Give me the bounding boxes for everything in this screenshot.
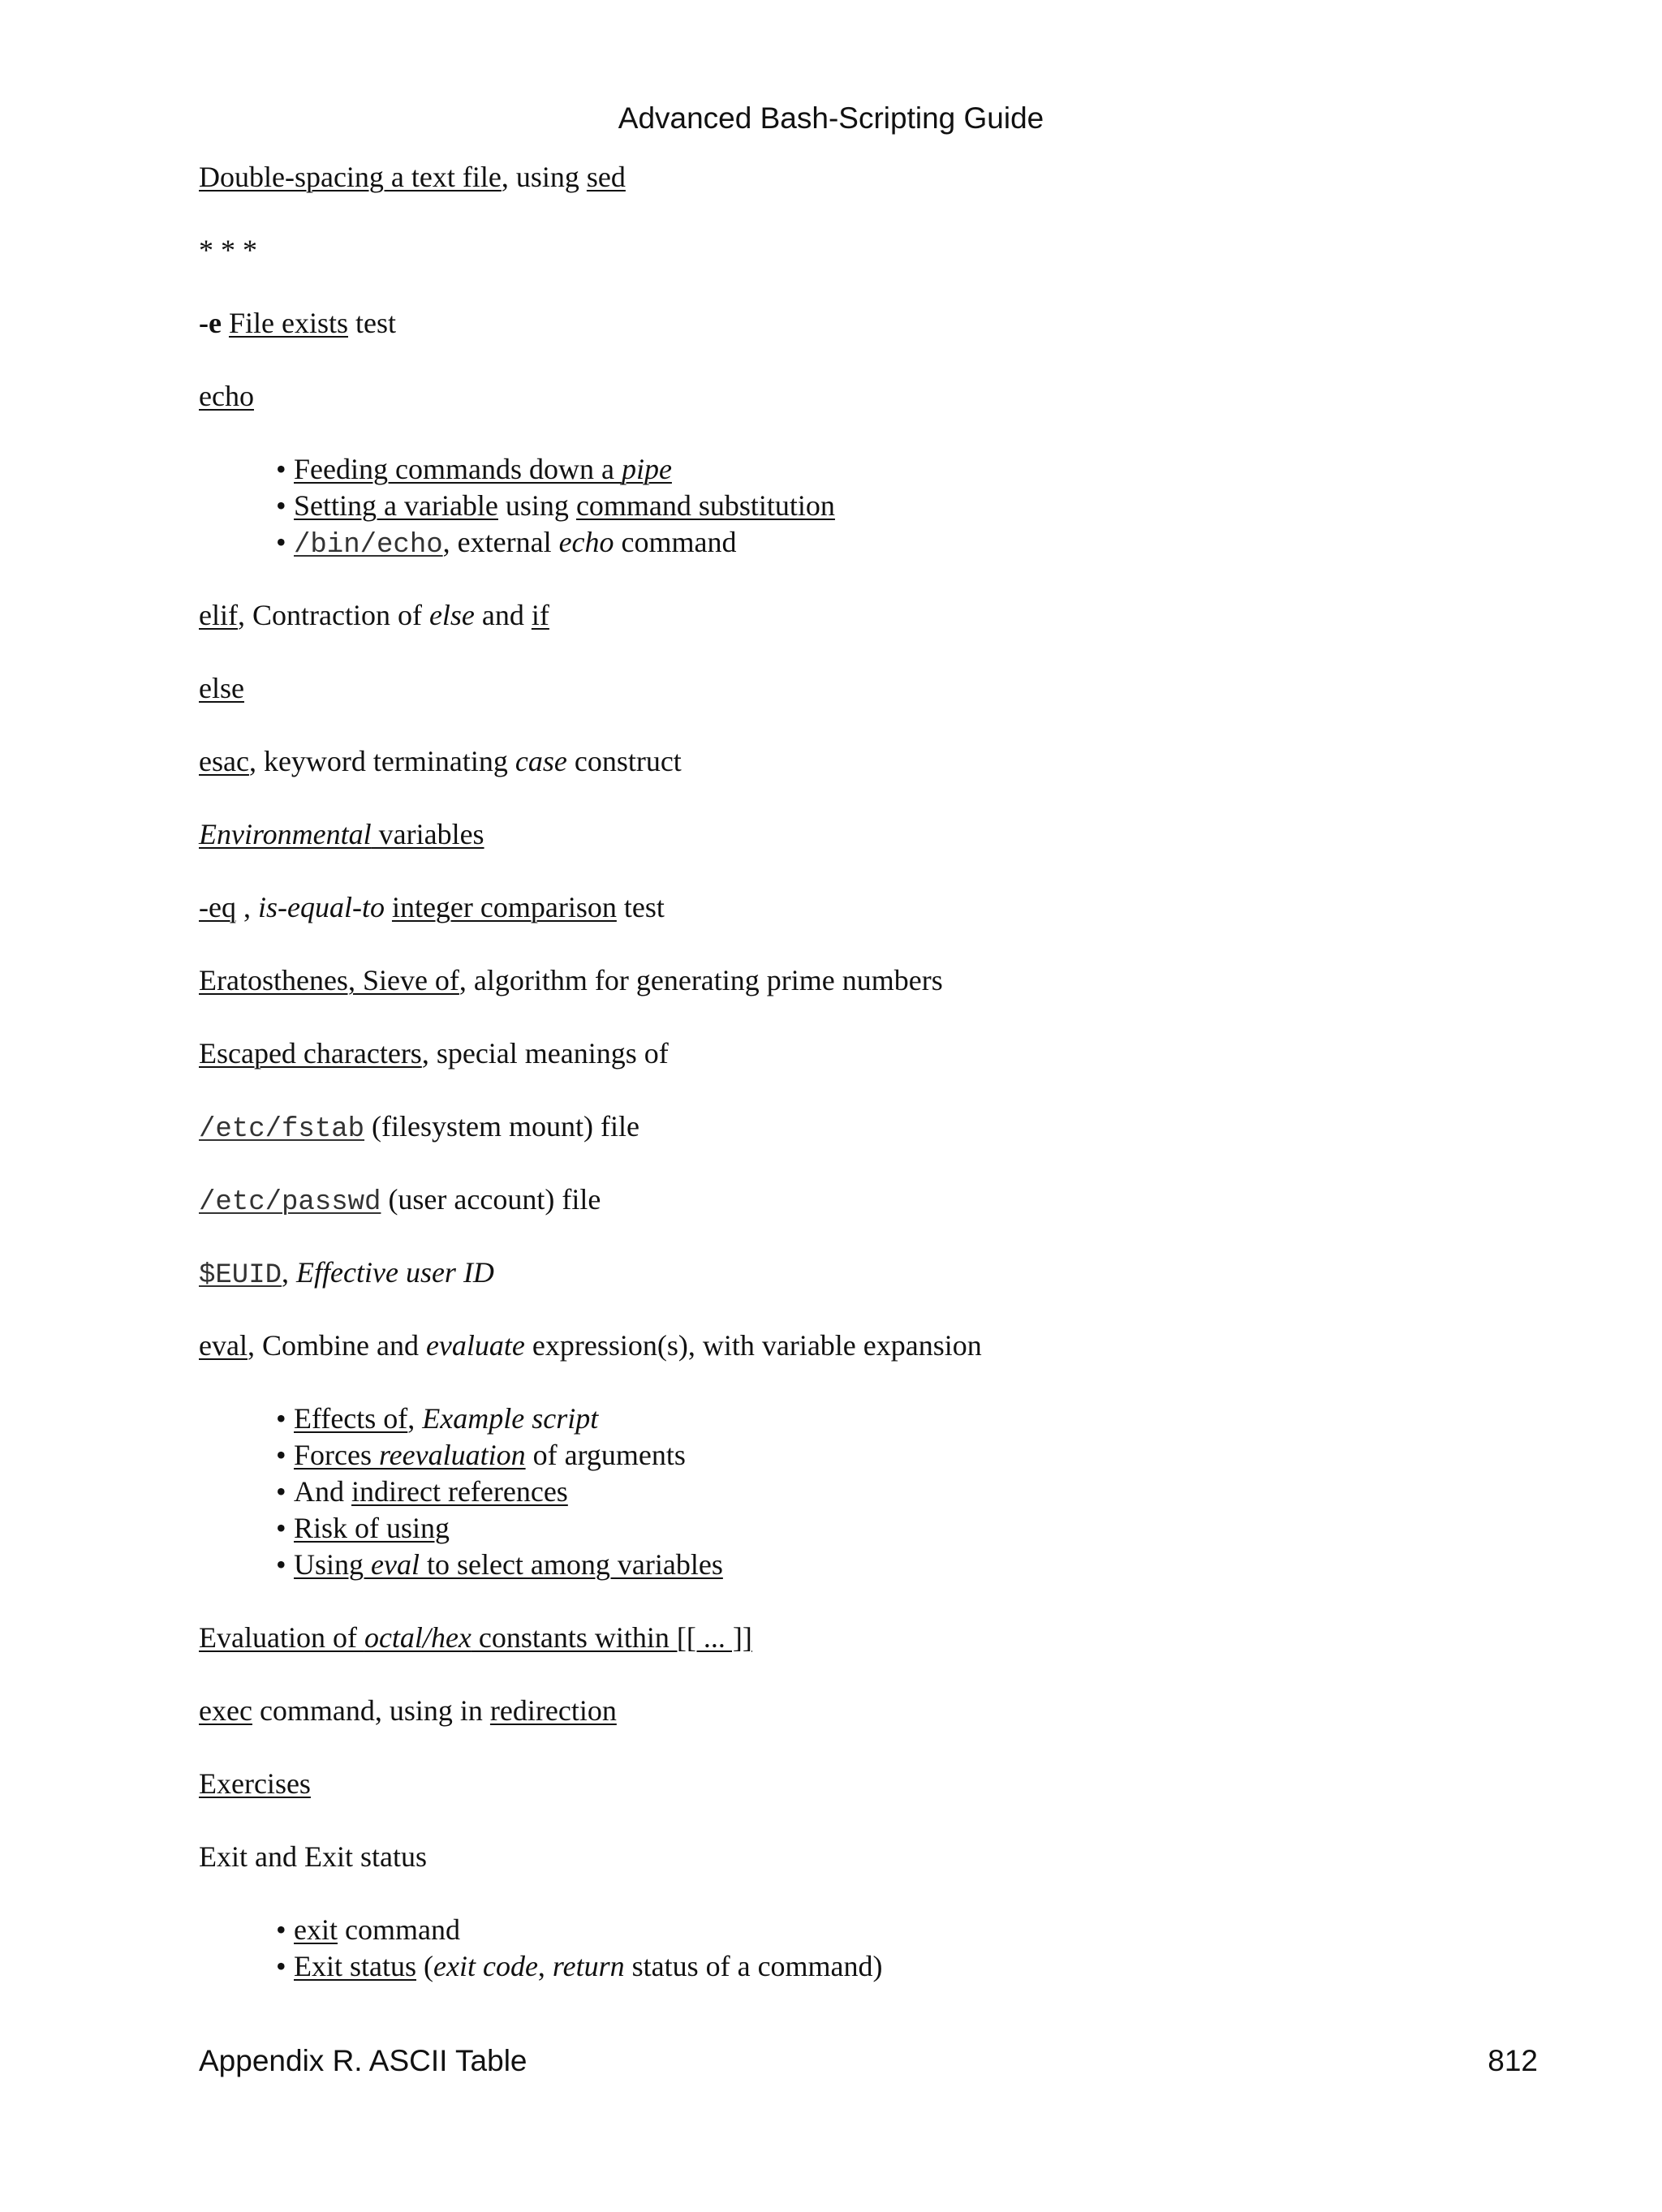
link-effects-of[interactable]: Effects of — [294, 1402, 408, 1435]
link-using-eval[interactable]: Using eval to select among variables — [294, 1548, 723, 1581]
list-item: • exit command — [276, 1913, 460, 1946]
link-environmental-variables[interactable]: Environmental variables — [199, 818, 484, 850]
echo-sublist — [199, 451, 1538, 561]
link-exit-status[interactable]: Exit status — [294, 1950, 416, 1982]
link-bin-echo[interactable]: /bin/echo — [294, 530, 443, 561]
list-item: • Setting a variable using command substitution — [276, 489, 835, 522]
index-entry-eq: -eq , is-equal-to integer comparison test — [199, 891, 665, 923]
list-item: • And indirect references — [276, 1475, 568, 1508]
link-exercises[interactable]: Exercises — [199, 1767, 311, 1800]
link-command-substitution[interactable]: command substitution — [575, 489, 835, 522]
link-euid[interactable]: $EUID — [199, 1260, 282, 1291]
index-entry-escaped: Escaped characters, special meanings of — [199, 1037, 669, 1069]
index-entry-fstab: /etc/fstab (filesystem mount) file — [199, 1110, 639, 1145]
index-entry-echo — [199, 378, 1538, 451]
link-feeding-commands[interactable]: Feeding commands down a pipe — [294, 453, 672, 485]
link-forces-reevaluation[interactable]: Forces reevaluation — [294, 1439, 526, 1471]
link-exec[interactable]: exec — [199, 1694, 252, 1727]
link-risk-of-using[interactable]: Risk of using — [294, 1512, 450, 1544]
list-item: • Using eval to select among variables — [276, 1548, 723, 1581]
link-integer-comparison[interactable]: integer comparison — [391, 891, 617, 923]
link-elif[interactable]: elif — [199, 599, 238, 631]
index-entry-elif: elif, Contraction of else and if — [199, 599, 549, 631]
index-entry-exit: Exit and Exit status — [199, 1840, 427, 1873]
link-double-spacing[interactable]: Double-spacing a text file — [199, 161, 502, 193]
exit-sublist — [199, 1912, 1538, 1985]
index-content — [199, 159, 1538, 2021]
index-entry-environmental — [199, 816, 1538, 889]
link-evaluation-octal-hex[interactable]: Evaluation of octal/hex constants within [[ ... ]] — [199, 1621, 752, 1654]
index-entry-eratosthenes: Eratosthenes, Sieve of, algorithm for generating prime numbers — [199, 964, 943, 996]
link-eval[interactable]: eval — [199, 1329, 248, 1362]
link-file-exists[interactable]: File exists — [228, 307, 348, 339]
index-entry-evaluation — [199, 1620, 1538, 1693]
list-item: • Risk of using — [276, 1512, 450, 1544]
link-else[interactable]: else — [199, 672, 244, 704]
link-esac[interactable]: esac — [199, 745, 249, 777]
list-item: • Forces reevaluation of arguments — [276, 1439, 686, 1471]
index-entry-esac: esac, keyword terminating case construct — [199, 745, 682, 777]
index-entry-double-spacing: Double-spacing a text file, using sed — [199, 161, 626, 193]
link-etc-passwd[interactable]: /etc/passwd — [199, 1187, 381, 1218]
link-indirect-references[interactable]: indirect references — [351, 1475, 568, 1508]
index-entry-e-test: -e File exists test — [199, 307, 396, 339]
link-eq[interactable]: -eq — [199, 891, 236, 923]
link-etc-fstab[interactable]: /etc/fstab — [199, 1114, 365, 1145]
list-item: • Feeding commands down a pipe — [276, 453, 672, 485]
link-escaped-characters[interactable]: Escaped characters — [199, 1037, 422, 1069]
link-redirection[interactable]: redirection — [489, 1694, 617, 1727]
index-entry-else — [199, 670, 1538, 743]
link-echo[interactable]: echo — [199, 380, 254, 412]
page-number: 812 — [1488, 2044, 1538, 2077]
list-item: • Exit status (exit code, return status of a command) — [276, 1950, 883, 1982]
eval-sublist — [199, 1401, 1538, 1583]
link-setting-variable[interactable]: Setting a variable — [294, 489, 498, 522]
link-if[interactable]: if — [531, 599, 549, 631]
link-eratosthenes[interactable]: Eratosthenes, Sieve of — [199, 964, 459, 996]
list-item: • /bin/echo, external echo command — [276, 526, 737, 561]
index-entry-exercises — [199, 1766, 1538, 1839]
link-sed[interactable]: sed — [586, 161, 626, 193]
link-exit[interactable]: exit — [294, 1913, 338, 1946]
index-entry-euid: $EUID, Effective user ID — [199, 1256, 494, 1291]
footer-section-title: Appendix R. ASCII Table — [199, 2044, 527, 2077]
running-header: Advanced Bash-Scripting Guide — [618, 101, 1044, 135]
index-entry-eval: eval, Combine and evaluate expression(s), with variable expansion — [199, 1329, 982, 1362]
index-entry-exec: exec command, using in redirection — [199, 1694, 617, 1727]
section-separator: * * * — [199, 234, 257, 266]
index-entry-passwd: /etc/passwd (user account) file — [199, 1183, 601, 1218]
list-item: • Effects of, Example script — [276, 1402, 599, 1435]
